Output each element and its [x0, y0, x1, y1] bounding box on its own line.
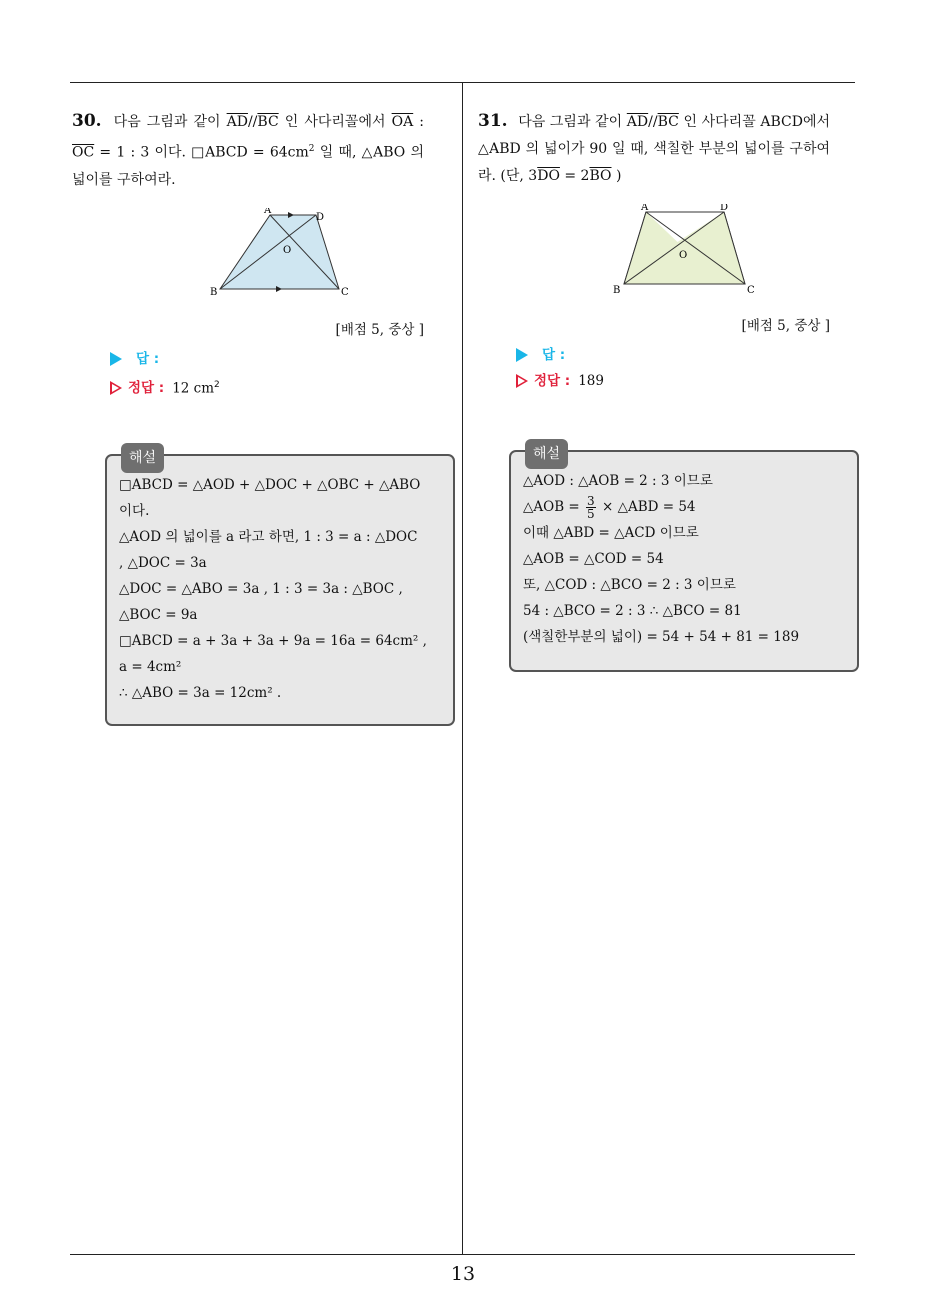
- solution-line: 이때 △ABD = △ACD 이므로: [523, 525, 699, 541]
- question-text-part: 다음 그림과 같이: [518, 114, 623, 130]
- solution-box-30: [105, 449, 455, 726]
- answer-label: 답 :: [542, 347, 566, 363]
- column-divider: [462, 82, 463, 1255]
- solution-line: 이다.: [119, 502, 150, 519]
- question-text-part: 일 때, △ABO 의 넓이를 구하여라.: [72, 144, 425, 188]
- label-a: A: [641, 204, 649, 213]
- correct-answer-line: [516, 368, 830, 394]
- segment-ad: $\overline{AD}$: [626, 114, 649, 130]
- correct-value: 189: [578, 373, 604, 389]
- solution-line: a = 4cm²: [119, 658, 182, 675]
- trapezoid-diagram: [478, 204, 830, 304]
- solution-tag: 해설: [525, 439, 568, 469]
- play-icon: [110, 352, 122, 366]
- fraction-numerator: 3: [587, 494, 595, 508]
- superscript: 2: [214, 379, 220, 390]
- question-30: [72, 108, 427, 726]
- page-number: 13: [450, 1263, 476, 1285]
- label-o: O: [679, 250, 688, 261]
- question-number: 31.: [478, 111, 508, 131]
- solution-line: △BOC = 9a: [119, 606, 198, 623]
- label-d: D: [316, 211, 325, 223]
- correct-value: 12 cm: [172, 380, 215, 397]
- outline-triangle-icon: [516, 374, 528, 388]
- question-text-part: = 1 : 3 이다. □ABCD = 64cm: [99, 144, 309, 161]
- label-c: C: [747, 285, 755, 296]
- ratio-colon: :: [419, 114, 425, 130]
- question-30-text: [72, 108, 424, 194]
- question-text-part: 다음 그림과 같이: [113, 114, 221, 130]
- solution-box-31: [509, 446, 859, 672]
- solution-line: △AOB = △COD = 54: [523, 551, 664, 567]
- solution-line: , △DOC = 3a: [119, 554, 207, 571]
- label-a: A: [264, 207, 272, 216]
- solution-line: (색칠한부분의 넓이) = 54 + 54 + 81 = 189: [523, 629, 800, 645]
- question-text-part: 인 사다리꼴에서: [284, 114, 386, 130]
- trapezoid-shape: [220, 215, 339, 289]
- answer-line: [110, 346, 424, 372]
- question-text-part: ): [611, 168, 622, 184]
- segment-bo: $\overline{BO}$: [589, 168, 612, 184]
- parallel-symbol: //: [648, 114, 658, 130]
- label-b: B: [613, 285, 621, 296]
- solution-line: ∴ △ABO = 3a = 12cm² .: [119, 684, 282, 701]
- correct-label: 정답 :: [534, 373, 571, 389]
- segment-do: $\overline{DO}$: [537, 168, 560, 184]
- question-text-part: 인 사다리꼴 ABCD에서 △ABD 의 넓이가 90 일 때, 색칠한 부분의 넓이를 구하여라. (단, 3: [478, 114, 831, 184]
- segment-oa: $\overline{OA}$: [391, 114, 414, 130]
- answer-line: [516, 342, 830, 368]
- solution-line: □ABCD = △AOD + △DOC + △OBC + △ABO: [119, 476, 421, 493]
- trapezoid-diagram: [72, 208, 424, 308]
- outline-triangle-icon: [110, 381, 122, 395]
- fraction: [586, 495, 596, 520]
- segment-bc: $\overline{BC}$: [657, 114, 679, 130]
- solution-line: △AOD 의 넓이를 a 라고 하면, 1 : 3 = a : △DOC: [119, 528, 418, 545]
- segment-oc: $\overline{OC}$: [72, 144, 95, 161]
- solution-text: △AOB =: [523, 499, 580, 515]
- fraction-denominator: 5: [587, 507, 595, 521]
- solution-line: △AOD : △AOB = 2 : 3 이므로: [523, 473, 713, 489]
- question-text-part: = 2: [559, 168, 590, 184]
- label-o: O: [283, 244, 292, 256]
- solution-tag: 해설: [121, 443, 164, 473]
- question-number: 30.: [72, 111, 102, 131]
- segment-bc: $\overline{BC}$: [257, 114, 279, 130]
- solution-line: □ABCD = a + 3a + 3a + 9a = 16a = 64cm² ,: [119, 632, 427, 649]
- superscript: 2: [308, 144, 315, 154]
- trapezoid-figure-30: [72, 208, 424, 308]
- segment-ad: $\overline{AD}$: [226, 114, 248, 130]
- solution-line-fraction: [523, 494, 845, 520]
- play-icon: [516, 348, 528, 362]
- solution-line: 54 : △BCO = 2 : 3 ∴ △BCO = 81: [523, 603, 742, 619]
- score-label: [배점 5, 중상 ]: [741, 318, 830, 334]
- question-31-text: [478, 108, 830, 190]
- correct-answer-line: [110, 372, 424, 398]
- solution-text: × △ABD = 54: [601, 499, 696, 515]
- correct-label: 정답 :: [128, 380, 165, 397]
- answer-label: 답 :: [136, 350, 160, 367]
- bottom-rule: [70, 1254, 855, 1255]
- label-c: C: [341, 286, 349, 298]
- parallel-symbol: //: [247, 114, 258, 130]
- score-label: [배점 5, 중상 ]: [335, 321, 424, 338]
- trapezoid-figure-31: [478, 204, 830, 304]
- solution-line: △DOC = △ABO = 3a , 1 : 3 = 3a : △BOC ,: [119, 580, 403, 597]
- label-b: B: [210, 286, 218, 298]
- label-d: D: [720, 204, 729, 213]
- question-31: [478, 108, 830, 672]
- solution-line: 또, △COD : △BCO = 2 : 3 이므로: [523, 577, 736, 593]
